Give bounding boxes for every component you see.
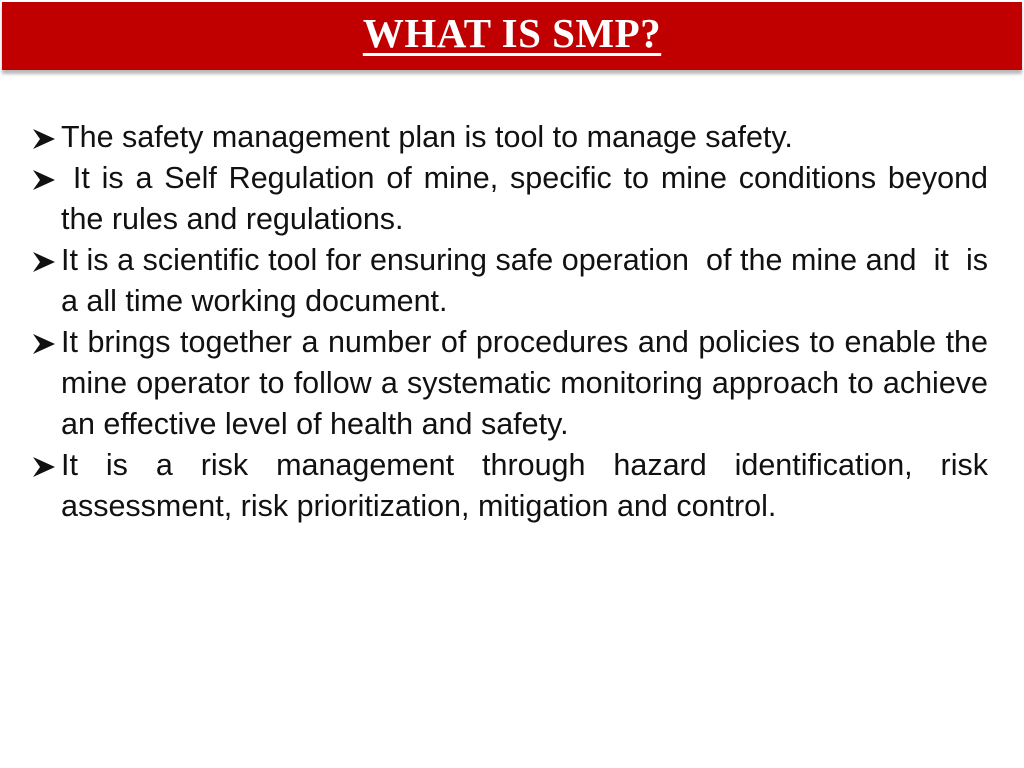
- bullet-item: [32, 117, 988, 158]
- arrowhead-icon: [32, 333, 56, 355]
- bullet-text: It is a risk management through hazard identification, risk assessment, risk prioritization, mitigation and control.: [61, 448, 997, 523]
- arrowhead-icon: [32, 128, 56, 150]
- bullet-item: [32, 240, 997, 322]
- slide-title: WHAT IS SMP?: [362, 10, 662, 56]
- bullet-item: [32, 445, 997, 527]
- title-bar: [2, 2, 1022, 70]
- arrowhead-icon: [32, 251, 56, 273]
- bullet-text: The safety management plan is tool to manage safety.: [61, 120, 793, 154]
- arrowhead-icon: [32, 456, 56, 478]
- bullet-item: [32, 322, 997, 445]
- bullet-item: [32, 158, 997, 240]
- arrowhead-icon: [32, 169, 56, 191]
- bullet-text: It is a scientific tool for ensuring safe operation of the mine and it is a all time working document.: [61, 243, 997, 318]
- bullet-list: [32, 117, 997, 527]
- slide-content: [32, 117, 997, 527]
- bullet-text: It brings together a number of procedures and policies to enable the mine operator to follow a systematic monitoring approach to achieve an effective level of health and safety.: [61, 325, 997, 441]
- bullet-text: It is a Self Regulation of mine, specific to mine conditions beyond the rules and regulations.: [61, 161, 997, 236]
